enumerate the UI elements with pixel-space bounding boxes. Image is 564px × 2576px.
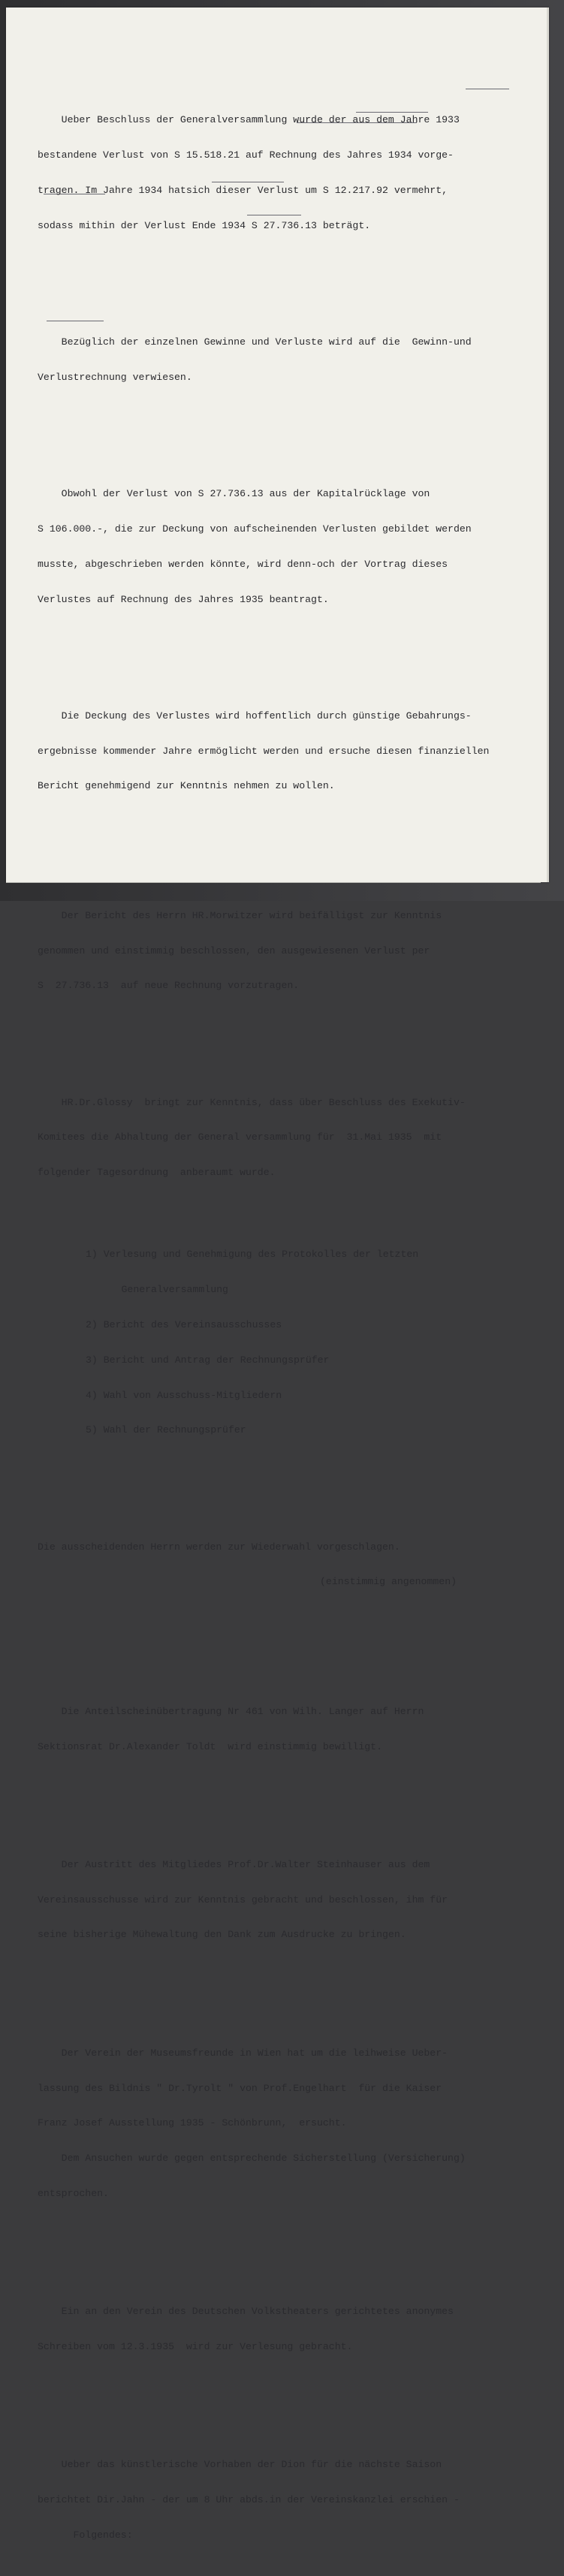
text-line: musste, abgeschrieben werden könnte, wird denn-och der Vortrag dieses xyxy=(38,558,448,570)
paragraph-artistic-plans xyxy=(38,2436,541,2565)
text-line: HR.Dr.Glossy bringt zur Kenntnis, dass über Beschluss des Exekutiv- xyxy=(38,1096,466,1108)
document-body xyxy=(38,68,541,2576)
agenda-number: 3) xyxy=(86,1354,98,1366)
text-line: Franz Josef Ausstellung 1935 - Schönbrunn, ersucht. xyxy=(38,2117,347,2129)
agenda-item xyxy=(38,1319,541,1331)
paragraph-general-assembly xyxy=(38,1074,541,1203)
paragraph-coverage-hope xyxy=(38,687,541,816)
agenda-item xyxy=(38,1249,541,1261)
text-line: Bericht genehmigend zur Kenntnis nehmen zu wollen. xyxy=(38,780,335,792)
text-line: lassung des Bildnis " Dr.Tyrolt " von Prof.Engelhart für die Kaiser xyxy=(38,2082,442,2094)
text-line: berichtet Dir.Jahn - der um 8 Uhr abds.in der Vereinskanzlei erschien - xyxy=(38,2494,460,2506)
text-line: ergebnisse kommender Jahre ermöglicht werden und ersuche diesen finanziellen xyxy=(38,745,490,757)
text-line: Der Verein der Museumsfreunde in Wien hat um die leihweise Ueber- xyxy=(38,2047,448,2059)
paragraph-report-accepted xyxy=(38,887,541,1016)
text-line: Die Deckung des Verlustes wird hoffentlich durch günstige Gebahrungs- xyxy=(38,710,472,722)
agenda-item xyxy=(38,1390,541,1402)
text-line: sodass mithin der Verlust Ende 1934 S 27.736.13 beträgt. xyxy=(38,219,371,231)
agenda-text: Generalversammlung xyxy=(103,1284,228,1296)
agenda-text: Bericht des Vereinsausschusses xyxy=(103,1318,282,1330)
text-line: Bezüglich der einzelnen Gewinne und Verluste wird auf die Gewinn-und xyxy=(38,336,472,348)
text-line: Die ausscheidenden Herrn werden zur Wiederwahl vorgeschlagen. xyxy=(38,1541,400,1553)
text-line: Komitees die Abhaltung der General versammlung für 31.Mai 1935 mit xyxy=(38,1131,442,1143)
agenda-text: Verlesung und Genehmigung des Protokolles der letzten xyxy=(103,1249,419,1261)
paragraph-anonymous-letter xyxy=(38,2282,541,2376)
paragraph-share-transfer xyxy=(38,1683,541,1776)
agenda-text: Wahl der Rechnungsprüfer xyxy=(103,1424,246,1436)
text-line: Dem Ansuchen wurde gegen entsprechende Sicherstellung (Versicherung) xyxy=(38,2153,466,2165)
text-line: Der Bericht des Herrn HR.Morwitzer wird beifälligst zur Kenntnis xyxy=(38,909,442,921)
agenda-item xyxy=(38,1354,541,1366)
agenda-text: Wahl von Ausschuss-Mitgliedern xyxy=(103,1389,282,1401)
text-line: S 27.736.13 auf neue Rechnung vorzutragen. xyxy=(38,980,300,992)
unanimous-note: (einstimmig angenommen) xyxy=(320,1576,457,1588)
text-line: genommen und einstimmig beschlossen, den ausgewiesenen Verlust per xyxy=(38,945,430,957)
text-line: Ueber das künstlerische Vorhaben der Dion für die nächste Saison xyxy=(38,2459,442,2471)
text-line: Vereinsausschusse wird zur Kenntnis gebracht und beschlossen, ihm für xyxy=(38,1894,448,1906)
text-line: Folgendes: xyxy=(38,2529,133,2541)
text-line: seine bisherige Mühewaltung den Dank zum Ausdrucke zu bringen. xyxy=(38,1929,406,1941)
text-line: Verlustes auf Rechnung des Jahres 1935 beantragt. xyxy=(38,593,329,605)
agenda-item xyxy=(38,1424,541,1436)
paragraph-loss-carryover xyxy=(38,91,541,255)
paragraph-member-resignation xyxy=(38,1836,541,1965)
text-line: Sektionsrat Dr.Alexander Toldt wird einstimmig bewilligt. xyxy=(38,1740,382,1752)
agenda-number: 2) xyxy=(86,1318,98,1330)
paragraph-profit-loss-reference xyxy=(38,313,541,407)
text-line: S 106.000.-, die zur Deckung von aufscheinenden Verlusten gebildet werden xyxy=(38,523,472,535)
agenda-item-continuation xyxy=(38,1284,541,1296)
paragraph-museum-loan xyxy=(38,2024,541,2223)
paragraph-reelection xyxy=(38,1517,541,1611)
text-line: Schreiben vom 12.3.1935 wird zur Verlesung gebracht. xyxy=(38,2341,353,2353)
agenda-number: 4) xyxy=(86,1389,98,1401)
text-line: Ueber Beschluss der Generalversammlung wurde der aus dem Jahre 1933 xyxy=(38,114,460,126)
text-line: entsprochen. xyxy=(38,2187,109,2199)
text-line: bestandene Verlust von S 15.518.21 auf Rechnung des Jahres 1934 vorge- xyxy=(38,149,454,161)
text-line: tragen. Im Jahre 1934 hatsich dieser Verlust um S 12.217.92 vermehrt, xyxy=(38,184,448,196)
agenda-number: 5) xyxy=(86,1424,98,1436)
paragraph-capital-reserve xyxy=(38,465,541,628)
text-line: folgender Tagesordnung anberaumt wurde. xyxy=(38,1167,276,1179)
text-line: Obwohl der Verlust von S 27.736.13 aus der Kapitalrücklage von xyxy=(38,488,430,500)
text-line: Der Austritt des Mitgliedes Prof.Dr.Walter Steinhauser aus dem xyxy=(38,1858,430,1870)
agenda-number: 1) xyxy=(86,1249,98,1261)
agenda-text: Bericht und Antrag der Rechnungsprüfer xyxy=(103,1354,330,1366)
text-line: Verlustrechnung verwiesen. xyxy=(38,371,192,383)
text-line: Die Anteilscheinübertragung Nr 461 von Wilh. Langer auf Herrn xyxy=(38,1705,424,1717)
text-line: Ein an den Verein des Deutschen Volkstheaters gerichtetes anonymes xyxy=(38,2306,454,2318)
agenda-list xyxy=(38,1225,541,1460)
